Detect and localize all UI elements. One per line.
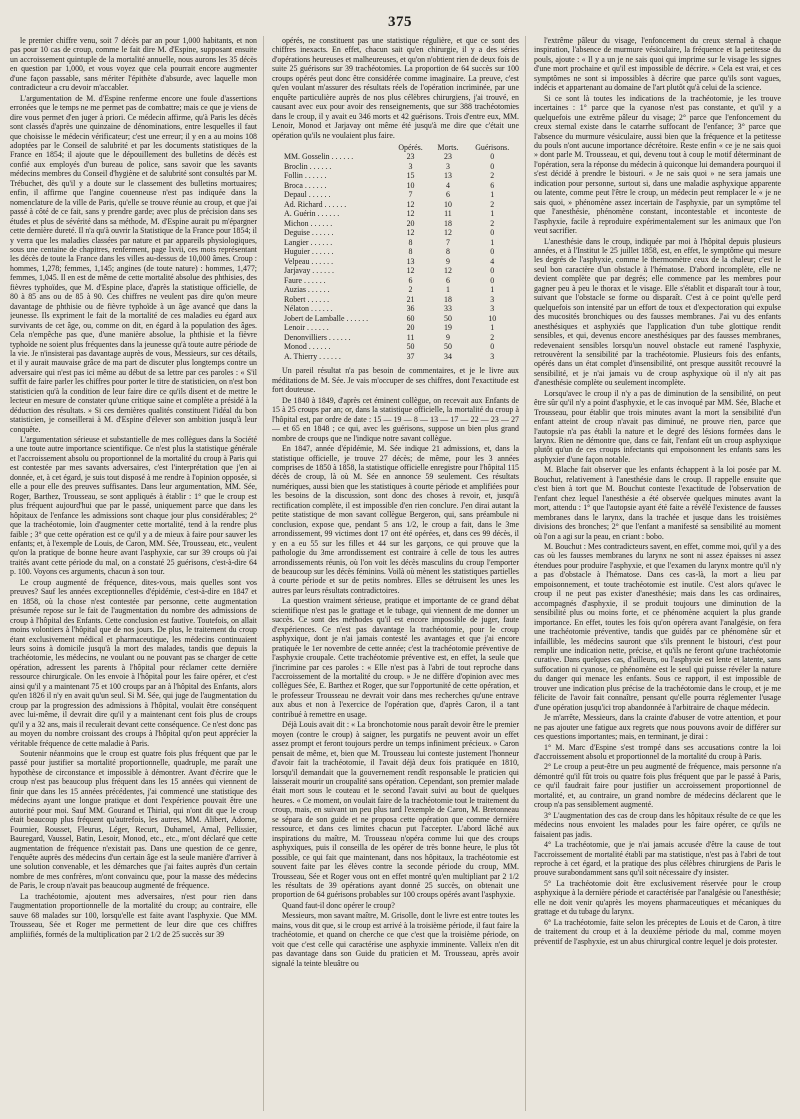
- surgeon-name-cell: Ad. Richard . . . . . .: [284, 199, 347, 209]
- table-row: [272, 209, 519, 219]
- count-cell: 8: [408, 247, 413, 257]
- count-cell: 6: [490, 180, 495, 190]
- count-cell: 13: [444, 171, 452, 181]
- count-cell: 7: [445, 237, 450, 247]
- table-header: Guérisons.: [475, 142, 510, 152]
- count-cell: 0: [490, 342, 495, 352]
- paragraph: En 1847, année d'épidémie, M. Sée indique 21 admissions, et, dans la statistique officielle, je trouve 27 décès; de même, pour les 3 années comprises de 1850 à 1858, la statistique officielle enregistre pour l'hôpital 115 décès de croup, là où M. Sée en annonce 59 seulement. Ces résultats numériques, aussi bien que les statistiques à courte période et amplifiées pour les besoins de la discussion, sont donc des choses à revoir, et, jusqu'à rectification complète, il est impossible d'en rien conclure. J'en dirai autant la petite statistique de mon savant collègue Bergeron, qui, sans préambule ni conclusion, expose que, pendant 5 ans 1/2, le croup a fait, dans le 3me arrondissement, 99 victimes dont 17 ont été opérées, et, dans ces 99 décès, il y en a eu 55 sur les filles et 44 sur les garçons, ce qui prouve que la pathologie du 3me arrondissement est contraire à celle de tous les autres arrondissements réunis, où l'on voit les décès masculins du croup l'emporter de beaucoup sur les décès féminins. Voilà où mènent les statistiques partielles à courte période et sur de petits nombres. Elles se détruisent les unes les autres par leurs résultats contradictoires.: [272, 444, 519, 595]
- table-row: [272, 323, 519, 333]
- count-cell: 1: [490, 237, 495, 247]
- paragraph: opérés, ne constituent pas une statistique régulière, et que ce sont des chiffres inexacts. En effet, chacun sait qu'en chirurgie, il y a des séries d'opérations heureuses et malheureuses, et qu'on n'obtient rien de deux fois de suite 25 guérisons sur 39 trachéotomies. La proportion de 64 succès sur 100 croups opérés peut donc être considérée comme imaginaire. La preuve, c'est qu'en voulant m'assurer des résultats réels de l'opération incriminée, par une enquête particulière auprès de nos plus célèbres chirurgiens, j'ai trouvé, en causant avec eux pour avoir des renseignements, que sur 388 trachéotomies dans le croup, il y avait eu 346 morts et 42 guérisons. Trois d'entre eux, MM. Lenoir, Monod et Jarjavay ont même été jusqu'à me dire que c'était une opération qu'ils ne voulaient plus faire.: [272, 36, 519, 140]
- surgeon-name-cell: Depaul . . . . . .: [284, 190, 331, 200]
- count-cell: 2: [490, 171, 495, 181]
- count-cell: 6: [445, 190, 450, 200]
- surgeon-name-cell: Follin . . . . . .: [284, 171, 327, 181]
- paragraph: Déjà Louis avait dit : « La bronchotomie nous paraît devoir être le premier moyen (contre le croup) à saigner, les purgatifs ne peuvent avoir un effet assez prompt et feront toujours perdre un temps infiniment précieux. » Caron pensait de même, et, bien que M. Trousseau lui conteste justement l'honneur d'avoir fait la trachéotomie, il l'avait déjà deux fois pratiquée en 1810, lorsqu'il demandait que la gouvernement rendît responsable le praticien qui laisserait mourir un croupalité sans opération. Cependant, son premier malade était mort sous le couteau et le second l'avait suivi au bout de quelques heures. « Ce moment, on voulait faire de la trachéotomie tout le traitement du croup, mais, en suivant un peu plus tard l'exemple de Caron, M. Bretonneau se sépara de son guide et ne proposa cette opération que comme dernière ressource, et dans ces limites chacun put l'accepter. L'abord lâché aux inspirations du maître, M. Trousseau n'opéra comme lui que des croups asphyxiques, puis il conseilla de les opérer de très bonne heure, le plus tôt possible, ce qui fait que maintenant, dans nos hôpitaux, la trachéotomie est souvent faite par les élèves contre la seconde période du croup, MM. Trousseau, Sée et Roger vous ont en effet montré qu'en multipliant par 2 1/2 les résultats de 39 opérations ayant donné 25 succès, on obtenait une proportion de 64 guérisons probables sur 100 croups opérés avant l'asphyxie.: [272, 720, 519, 900]
- paragraph: 3° L'augmentation des cas de croup dans les hôpitaux résulte de ce que les médecins nous envoient les malades pour les faire opérer, ce qu'ils ne faisaient pas jadis.: [534, 810, 781, 839]
- table-row: [272, 285, 519, 295]
- count-cell: 20: [406, 218, 415, 228]
- table-row: [272, 200, 519, 210]
- paragraph: L'anesthésie dans le croup, indiquée par moi à l'hôpital depuis plusieurs années, et à l'Institut le 25 juillet 1858, est, en effet, le symptôme qui mesure les degrés de l'asphyxie, comme le thermomètre ceux de la chaleur; c'est le seul bon caractère d'un obstacle à l'hématose. D'abord incomplète, elle ne devient complète que par degrés; elle commence par les membres pour gagner peu à peu le thorax et le visage. Elle s'établit et disparaît tour à tour, suivant que l'obstacle se forme ou disparaît. C'est à ce point qu'elle perd quelquefois son intensité par un effort de toux et d'expectoration qui expulse des mucosités bronchiques ou des fausses membranes. J'ai vu des enfants anesthésiques et asphyxiés que l'application d'un tube glottique rendit sensibles, et qui, devenus encore anesthésiques par des fausses membranes, redevenaient sensibles lorsqu'un nouvel obstacle eut ramené l'asphyxie, retrouvèrent la sensibilité par la trachéotomie. Plusieurs fois des enfants, opérés dans un état complet d'insensibilité, ont presque aussitôt recouvré la sensibilité, et je n'ai jamais vu de croup asphyxique où il n'y ait pas d'anesthésie complète ou seulement incomplète.: [534, 236, 781, 388]
- page-number: 375: [388, 14, 412, 30]
- count-cell: 4: [445, 180, 450, 190]
- paragraph: La trachéotomie, ajoutent mes adversaires, n'est pour rien dans l'augmentation proportionnelle de la mortalité du croup; au contraire, elle sauve 68 malades sur 100, lorsqu'elle est faite avant l'asphyxie. Que MM. Trousseau, Sée et Roger me permettent de leur dire que ces chiffres ampliifiés, formés de la multiplication par 2 1/2 de 25 succès sur 39: [10, 891, 257, 939]
- count-cell: 12: [406, 228, 415, 238]
- count-cell: 10: [406, 180, 415, 190]
- column-right: [534, 36, 781, 1111]
- count-cell: 21: [406, 294, 415, 304]
- column-middle: [272, 36, 519, 1111]
- count-cell: 3: [490, 304, 495, 314]
- count-cell: 2: [490, 218, 495, 228]
- table-row: [272, 219, 519, 229]
- paragraph: 4° La trachéotomie, que je n'ai jamais accusée d'être la cause de tout l'accroissement de mortalité établi par ma statistique, n'est pas à l'abri de tout reproche à cet égard, et la pratique des plus célèbres chirurgiens de Paris le prouve surabondamment sans qu'il soit nécessaire d'y insister.: [534, 840, 781, 878]
- column-left: [10, 36, 257, 1111]
- count-cell: 9: [445, 332, 450, 342]
- table-body: [272, 152, 519, 361]
- count-cell: 0: [490, 228, 495, 238]
- count-cell: 60: [406, 313, 415, 323]
- surgeon-name-cell: Broclin . . . . . .: [284, 161, 332, 171]
- count-cell: 1: [445, 285, 450, 295]
- column-divider: [525, 36, 526, 1111]
- count-cell: 12: [444, 228, 452, 238]
- count-cell: 1: [490, 190, 495, 200]
- surgeon-name-cell: Huguier . . . . . .: [284, 247, 334, 257]
- count-cell: 19: [444, 323, 452, 333]
- paragraph: Je m'arrête, Messieurs, dans la crainte d'abuser de votre attention, et pour ne pas ajouter une fatigue aux regrets que nous pouvons avoir de différer sur ces questions importantes; mais, en terminant, je dirai :: [534, 713, 781, 742]
- paragraph: L'argumentation de M. d'Espine renferme encore une foule d'assertions erronées que le temps ne me permet pas de combattre; mais ce que je viens de dire vous permet d'en juger à priori. Ce médecin affirme, qu'à Paris les décès sont classés d'après une quinzaine de dénominations, entre lesquelles il faut que choisisse le médecin vérificateur; c'est une erreur; il y en a au moins 108 adoptées par le Conseil de salubrité et par les documents statistiques de la France en 1854; il ajoute que le dépouillement des bulletins de décès est confié aux employés d'un bureau de police, sans savoir que les savants médecins membres du Conseil d'hygiène et de salubrité sont consultés par M. Trébuchet, dès qu'il y a doute sur le classement des bulletins mortuaires; enfin, il affirme que l'angine couenneuse n'est pas indiquée dans la nomenclature de la ville de Paris, qu'elle se trouve réunie au croup, et que j'ai passé à côté de ce fait, sans y prendre garde; avec plus de précision dans ses études et plus de sévérité dans sa méthode, M. d'Espine aurait pu m'épargner cette dernière dureté. Il n'a qu'à ouvrir la Statistique de la France pour 1854; il y verra que les maladies classées par nature et par appareils physiologiques, sous une centaine de chapitres, renferment, page lxvii, ces mots représentant les décès de toute la France dans les villes au-dessus de 10,000 âmes. Croup : hommes, 1,278; femmes, 1,145; angines (de toute nature) : hommes, 1,477; femmes, 1,045. Il en est de même de cette mortalité absolue des phthisies, des fièvres typhoïdes, que M. d'Espine place, d'après la statistique officielle, de 80 à 85 ans ou de 85 à 90. Ces chiffres ne veulent pas dire qu'on meure davantage de phthisie ou de fièvre typhoïde à un âge avancé que dans la jeunesse. Ils expriment le fait de la mortalité de ces maladies eu égard aux survivants de cet âge, ou, comme on dit, en égard à la population des âges. Cela n'empêche pas que, d'une manière absolue, la phthisie et la fièvre typhoïde ne soient plus fréquentes dans la jeunesse qu'à toute autre période de la vie. Je n'insisterai pas davantage auprès de vous, Messieurs, sur ces détails, et il y aurait mauvaise grâce de ma part de discuter plus longtemps contre un adversaire qui n'est pas ici même au début de sa lettre par ces paroles : « S'il suffit de faire parler les chiffres pour porter le titre de statisticien, on n'est bon statisticien qu'à la condition de leur faire dire ce qu'ils disent et de mettre le lecteur en mesure de constater qu'une critique saine et complète a présidé à la déduction des résultats. » Si ces dernières qualités constituent l'idéal du bon statisticien, je conseillerai à M. d'Espine d'élever son ambition jusqu'à leur conquête.: [10, 93, 257, 434]
- surgeon-name-cell: Denonvilliers . . . . . .: [284, 332, 351, 342]
- count-cell: 18: [444, 218, 452, 228]
- surgeon-name-cell: Broca . . . . . .: [284, 180, 327, 190]
- count-cell: 4: [490, 256, 495, 266]
- count-cell: 2: [490, 332, 495, 342]
- count-cell: 0: [490, 266, 495, 276]
- paragraph: Le croup augmenté de fréquence, dites-vous, mais quelles sont vos preuves? Sauf les années exceptionnelles d'épidémie, c'est-à-dire en 1847 et en 1858, où la chose n'est contestée par personne, cette augmentation présumée repose sur le fait de l'augmentation du nombre des admissions de croup à l'hôpital des Enfants. Cette conclusion est fautive. Toutefois, on allait moins volontiers à l'hôpital que de nos jours. De plus, le traitement du croup étant exclusivement médical et pharmaceutique, les médecins continuaient leurs soins à domicile jusqu'à la mort des malades, tandis que depuis la trachéotomie, les médecins, ne voulant ou ne pouvant pas se charger de cette opération, adressent les parents à l'hôpital pour réclamer cette dernière ressource chirurgicale. On les envoie à l'hôpital pour les faire opérer, et c'est ainsi qu'il y a maintenant 75 et 100 croups par an à l'hôpital des Enfants, alors qu'en 1826 il n'y en avait qu'un seul. Si M. Sée, qui juge de l'augmentation du croup par la progression des admissions à l'hôpital, voulait être conséquent avec lui-même, il devrait dire qu'il y a maintenant cent fois plus de croups qu'il y a 32 ans, mais il reculerait devant cette conséquence. Ce n'est donc pas au moyen du nombre croissant des croups à l'hôpital qu'on peut apprécier la véritable fréquence de cette maladie à Paris.: [10, 577, 257, 748]
- count-cell: 11: [406, 332, 415, 342]
- table-row: [272, 257, 519, 267]
- count-cell: 50: [406, 342, 415, 352]
- count-cell: 33: [444, 304, 452, 314]
- surgeon-name-cell: Deguise . . . . . .: [284, 228, 334, 238]
- count-cell: 36: [406, 304, 415, 314]
- table-row: [272, 352, 519, 362]
- count-cell: 1: [490, 323, 495, 333]
- table-row: [272, 238, 519, 248]
- surgeon-table: [272, 143, 519, 362]
- table-header: Opérés.: [398, 142, 423, 152]
- surgeon-name-cell: Velpeau . . . . . .: [284, 256, 334, 266]
- table-row: [272, 181, 519, 191]
- paragraph: Quand faut-il donc opérer le croup?: [282, 900, 395, 910]
- surgeon-name-cell: Langier . . . . . .: [284, 237, 333, 247]
- count-cell: 12: [406, 266, 415, 276]
- count-cell: 1: [490, 209, 495, 219]
- table-row: [272, 314, 519, 324]
- surgeon-name-cell: Faure . . . . . .: [284, 275, 326, 285]
- count-cell: 37: [406, 351, 415, 361]
- count-cell: 12: [406, 209, 415, 219]
- surgeon-name-cell: A. Thierry . . . . . .: [284, 351, 341, 361]
- paragraph: 2° Le croup a peut-être un peu augmenté de fréquence, mais personne n'a démontré qu'il fût trois ou quatre fois plus fréquent que par le passé à Paris, ce qu'il faudrait faire pour justifier un accroissement proportionnel de mortalité, et, au contraire, un grand nombre de médecins déclarent que le croup n'a pas sensiblement augmenté.: [534, 762, 781, 810]
- count-cell: 3: [490, 351, 495, 361]
- count-cell: 8: [408, 237, 413, 247]
- count-cell: 50: [444, 342, 452, 352]
- paragraph: Un pareil résultat n'a pas besoin de commentaires, et je le livre aux méditations de M. Sée. Je vais m'occuper de ses chiffres, dont l'exactitude est fort douteuse.: [272, 366, 519, 395]
- count-cell: 0: [490, 161, 495, 171]
- surgeon-name-cell: Jarjavay . . . . . .: [284, 266, 334, 276]
- count-cell: 0: [490, 152, 495, 162]
- count-cell: 2: [490, 199, 495, 209]
- surgeon-name-cell: Monod . . . . . .: [284, 342, 331, 352]
- count-cell: 15: [406, 171, 415, 181]
- table-row: [272, 162, 519, 172]
- count-cell: 50: [444, 313, 452, 323]
- paragraph: l'extrême pâleur du visage, l'enfoncement du creux sternal à chaque inspiration, l'absence de murmure vésiculaire, la fréquence et la petitesse du pouls, ajoute : « Il y a un je ne sais quoi qui imprime sur le visage les signes d'une mort prochaine et qu'il est impossible de décrire. » Cela est vrai, et ces symptômes ne sont si impossibles à décrire que parce qu'ils sont vagues, indécis et appartenant au domaine de l'art plutôt qu'à celui de la science.: [534, 36, 781, 93]
- surgeon-name-cell: Michon . . . . . .: [284, 218, 333, 228]
- surgeon-name-cell: A. Guérin . . . . . .: [284, 209, 340, 219]
- count-cell: 10: [488, 313, 497, 323]
- table-row: [272, 342, 519, 352]
- count-cell: 3: [490, 294, 495, 304]
- count-cell: 12: [406, 199, 415, 209]
- column-divider: [263, 36, 264, 1111]
- count-cell: 3: [408, 161, 413, 171]
- count-cell: 20: [406, 323, 415, 333]
- count-cell: 1: [490, 285, 495, 295]
- paragraph: L'argumentation sérieuse et substantielle de mes collègues dans la Société a une toute autre importance scientifique. Ce n'est plus la statistique générale et l'accroissement absolu ou proportionnel de la mortalité du croup à Paris qui est contestée par mes savants adversaires, c'est l'interprétation que j'en ai donnée, et, à cet égard, je suis tout disposé à me rendre à l'opinion opposée, si elle a pour elle des preuves suffisantes. Dans leur argumentation, MM. Sée, Roger, Barthez, Trousseau, se sont appliqués à établir : 1° que le croup est plus fréquent aujourd'hui que par le passé, uniquement parce que dans les hôpitaux de l'enfance les admissions sont chaque jour plus considérables; 2° que la trachéotomie, loin d'augmenter cette mortalité, tend à la rendre plus faible ; 3° que cette opération est ce qu'il y a de mieux à faire pour sauver les enfants; et, à l'exemple de Louis, de Caron, MM. Sée, Trousseau, etc., veulent qu'on la pratique de bonne heure avant l'asphyxie, car sur 39 croups où j'ai traités avant cette période du mal, on a constaté 25 guérisons, c'est-à-dire 64 p. 100. Voyons ces arguments, chacun à son tour.: [10, 435, 257, 577]
- table-row: [272, 333, 519, 343]
- count-cell: 23: [406, 152, 415, 162]
- table-row: [272, 266, 519, 276]
- table-row: [272, 304, 519, 314]
- count-cell: 2: [408, 285, 413, 295]
- paragraph: 1° M. Marc d'Espine s'est trompé dans ses accusations contre la loi d'accroissement absolu et proportionnel de la mortalité du croup à Paris.: [534, 742, 781, 761]
- count-cell: 9: [445, 256, 450, 266]
- count-cell: 23: [444, 152, 452, 162]
- table-row: [272, 171, 519, 181]
- table-row: [272, 247, 519, 257]
- paragraph: Si ce sont là toutes les indications de la trachéotomie, je les trouve incertaines : 1° parce que la cyanose n'est pas constante, et qu'il y a quelquefois une extrême pâleur du visage; 2° parce que l'enfoncement du creux sternal existe dans le catarrhe suffocant de l'enfance; 3° parce que l'absence du murmure vésiculaire, aussi bien que la fréquence et la petitesse du pouls n'ont aucune importance décrétoire. Reste enfin « ce je ne sais quoi » dont parle M. Trousseau, et qui, devenu tout à coup le motif déterminant de l'opération, sera la réponse du médecin à quiconque lui demandera pourquoi il s'est décidé à prendre le bistouri. « Je ne sais quoi » ne sera jamais une indication pour personne, surtout si, dans une maladie asphyxique apparente ou latente, comme peut l'être le croup, un médecin peut remplacer le « je ne sais quoi, » phénomène assez incertain de l'asphyxie, par un symptôme tel que l'anesthésie, phénomène constant, incontestable et inconteste de l'asphyxie, facile à reproduire expérimentalement sur les animaux que l'on veut sacrifier.: [534, 93, 781, 236]
- table-row: [272, 190, 519, 200]
- count-cell: 10: [444, 199, 452, 209]
- paragraph: M. Bouchut : Mes contradicteurs savent, en effet, comme moi, qu'il y a des cas où les fausses membranes du larynx ne sont ni assez épaisses ni assez étendues pour produire l'asphyxie, et que l'examen du larynx montre qu'il n'y a pas d'obstacle à l'hématose. Dans ces cas-là, la mort a lieu par empoisonnement, et toute trachéotomie est inutile. C'est alors qu'avec le croup il ne peut pas exister d'anesthésie; mais dans les cas ordinaires, accompagnés d'asphyxie, il se produit toujours une diminution de la sensibilité plus ou moins forte, et ce phénomène acquiert la plus grande importance. En effet, toutes les fois qu'on opérera avant l'analgésie, on fera une trachéotomie préventive, tandis que guidés par ce phénomène sûr et infaillible, les médecins sauront que s'ils prennent le bistouri, c'est pour remplir une indication nette, précise, et qu'ils ne feront qu'une trachéotomie curative. Dans quelques cas, d'ailleurs, ou l'asphyxie est lente et latente, sans suffocation ni cyanose, ce phénomène est le seul qui puisse révéler la nature du danger qui menace les enfants. Sous ce rapport, il est impossible de trouver une indication plus précise de la trachéotomie dans le croup, et je me félicite de l'avoir fait connaître, pensant qu'elle pourra réglementer l'usage d'une opération jusqu'ici trop abandonnée à l'arbitraire de chaque médecin.: [534, 542, 781, 712]
- surgeon-name-cell: Auzias . . . . . .: [284, 285, 330, 295]
- count-cell: 0: [490, 275, 495, 285]
- count-cell: 8: [445, 247, 450, 257]
- surgeon-name-cell: MM. Gosselin . . . . . .: [284, 152, 354, 162]
- paragraph: M. Blache fait observer que les enfants échappent à la loi posée par M. Bouchut, relativement à l'anesthésie dans le croup. Il rappelle ensuite que c'est bien à tort que M. Bouchut conteste l'exactitude de l'observation de l'enfant chez lequel l'anesthésie a été observée quelques minutes avant la mort, attendu : 1° que l'autopsie ayant été faite a révélé l'existence de fausses membranes dans le larynx, dans la trachée et jusque dans les troisièmes divisions des bronches; 2° que l'enfant a manifesté sa sensibilité au moment où l'on a agi sur la peau, en criant : bobo.: [534, 465, 781, 541]
- count-cell: 0: [490, 247, 495, 257]
- paragraph: Soutenir néanmoins que le croup est quatre fois plus fréquent que par le passé pour justifier sa mortalité proportionnelle, quadruple, me paraît une hypothèse de circonstance et impossible à démontrer. Avant d'écrire que le croup n'est pas beaucoup plus fréquent dans les 15 années qui viennent de finir que dans les 15 années précédentes, j'ai commencé une statistique des médecins ayant une longue pratique et dont l'expérience pouvait être une autorité pour moi. Sauf MM. Gourand et Thirial, qui n'ont dit que le croup était beaucoup plus fréquent qu'autrefois, les autres, MM. Alibert, Adorne, Fournier, Rousset, Fleurus, Léger, Recurt, Duhamel, Arnal, Pellissier, Bauregard, Vaussel, Batin, Lesoir, Monod, etc., etc., m'ont déclaré que cette augmentation de fréquence n'existait pas. Dans une question de ce genre, l'enquête auprès des médecins d'un certain âge est la seule manière d'arriver à une solution convenable, et les démarches que j'ai faites auprès d'un certain nombre de mes confrères, m'ont convaincu que, pour la masse des médecins de Paris, le croup n'avait pas beaucoup augmenté de fréquence.: [10, 748, 257, 891]
- count-cell: 6: [445, 275, 450, 285]
- surgeon-name-cell: Jobert de Lamballe . . . . . .: [284, 313, 369, 323]
- count-cell: 3: [445, 161, 450, 171]
- count-cell: 11: [444, 209, 452, 219]
- paragraph: La question vraiment sérieuse, pratique et importante de ce grand débat scientifique n'est pas le grattage et le tubage, qui viennent de me donner un succès. Ce sont des méthodes qu'il est encore impossible de juger, faute d'expériences. Ce n'est pas davantage la trachéotomie, pour le croup asphyxique, dont je n'ai jamais contesté les avantages et que j'ai encore pratiquée le 1er novembre de cette année; c'est la trachéotomie préventive de l'asphyxie croupale. Cette trachéotomie préventive est, en effet, la seule que j'incrimine par ces paroles : « Elle n'est pas à l'abri de tout reproche dans l'accroissement de la mortalité du croup. » Je ne diffère d'opinion avec mes collègues Sée, E. Barthez et Roger, que sur l'opportunité de cette opération, et le professeur Trousseau ne devrait voir dans mes recherches qu'une entrave aux abus et non à l'exercice de l'opération que, d'après Caron, il a tant contribué à remettre en usage.: [272, 596, 519, 719]
- paragraph: De 1840 à 1849, d'après cet éminent collègue, on recevait aux Enfants de 15 à 25 croups par an; or, dans la statistique officielle, la mortalité du croup à l'hôpital est, par ordre de date : 15 — 19 — 8 — 13 — 17 — 22 — 23 — 27 — et 65 en 1848 ; ce qui, avec les guérisons, suppose un bien plus grand nombre de croups que ne l'indique notre savant collègue.: [272, 395, 519, 443]
- paragraph: Messieurs, mon savant maître, M. Grisolle, dont le livre est entre toutes les mains, vous dit que, si le croup est arrivé à la troisième période, il faut faire la trachéotomie, et quand on cherche ce que c'est que la troisième période, on voit que c'est celle qui caractérise une asphyxie imminente. Valleix n'en dit pas davantage dans son Guide du praticien et M. Trousseau, après avoir signalé la teinte bleuâtre ou: [272, 911, 519, 968]
- count-cell: 7: [408, 190, 413, 200]
- table-row: [272, 276, 519, 286]
- paragraph: le premier chiffre venu, soit 7 décès par an pour 1,000 habitants, et non pas pour 10 cas de croup, comme le fait dire M. d'Espine, supposant ensuite un accroissement quintuple de la mortalité annuelle, nous aurons les 35 décès en question par 1,000, et vous voyez que cela pourrait encore augmenter d'une façon passable, sans mériter l'épithète d'absurde, avec laquelle mon contradicteur a cru devoir m'accabler.: [10, 36, 257, 93]
- surgeon-name-cell: Lenoir . . . . . .: [284, 323, 329, 333]
- surgeon-name-cell: Nélaton . . . . . .: [284, 304, 333, 314]
- table-header-row: [272, 143, 519, 153]
- count-cell: 6: [408, 275, 413, 285]
- paragraph: 6° La trachéotomie, faite selon les préceptes de Louis et de Caron, à titre de traitement du croup et à la deuxième période du mal, comme moyen préventif de l'asphyxie, est un abus chirurgical contre lequel je dois protester.: [534, 917, 781, 946]
- table-row: [272, 152, 519, 162]
- table-header: Morts.: [437, 142, 459, 152]
- count-cell: 34: [444, 351, 452, 361]
- table-row: [272, 295, 519, 305]
- table-row: [272, 228, 519, 238]
- surgeon-name-cell: Robert . . . . . .: [284, 294, 330, 304]
- count-cell: 13: [406, 256, 415, 266]
- paragraph: Lorsqu'avec le croup il n'y a pas de diminution de la sensibilité, on peut être sûr qu'il n'y a point d'asphyxie, et le cas invoqué par MM. Sée, Blache et Trousseau, pour établir que trois minutes avant la mort la sensibilité d'un enfant atteint de croup n'avait pas diminué, ne prouve rien, parce que l'autopsie n'a pas établi la nature et le degré des lésions formées dans le larynx. Rien ne démontre que, dans ce fait, l'enfant eût un croup asphyxique plutôt qu'un de ces croups infectants qui empoisonnent les enfants sans les asphyxier d'une façon notable.: [534, 388, 781, 464]
- count-cell: 18: [444, 294, 452, 304]
- paragraph: 5° La trachéotomie doit être exclusivement réservée pour le croup asphyxique à la dernière période et caractérisée par l'analgésie ou l'anesthésie; elle ne doit venir qu'après les moyens pharmaceutiques et mécaniques du grattage et du tubage du larynx.: [534, 878, 781, 917]
- count-cell: 12: [444, 266, 452, 276]
